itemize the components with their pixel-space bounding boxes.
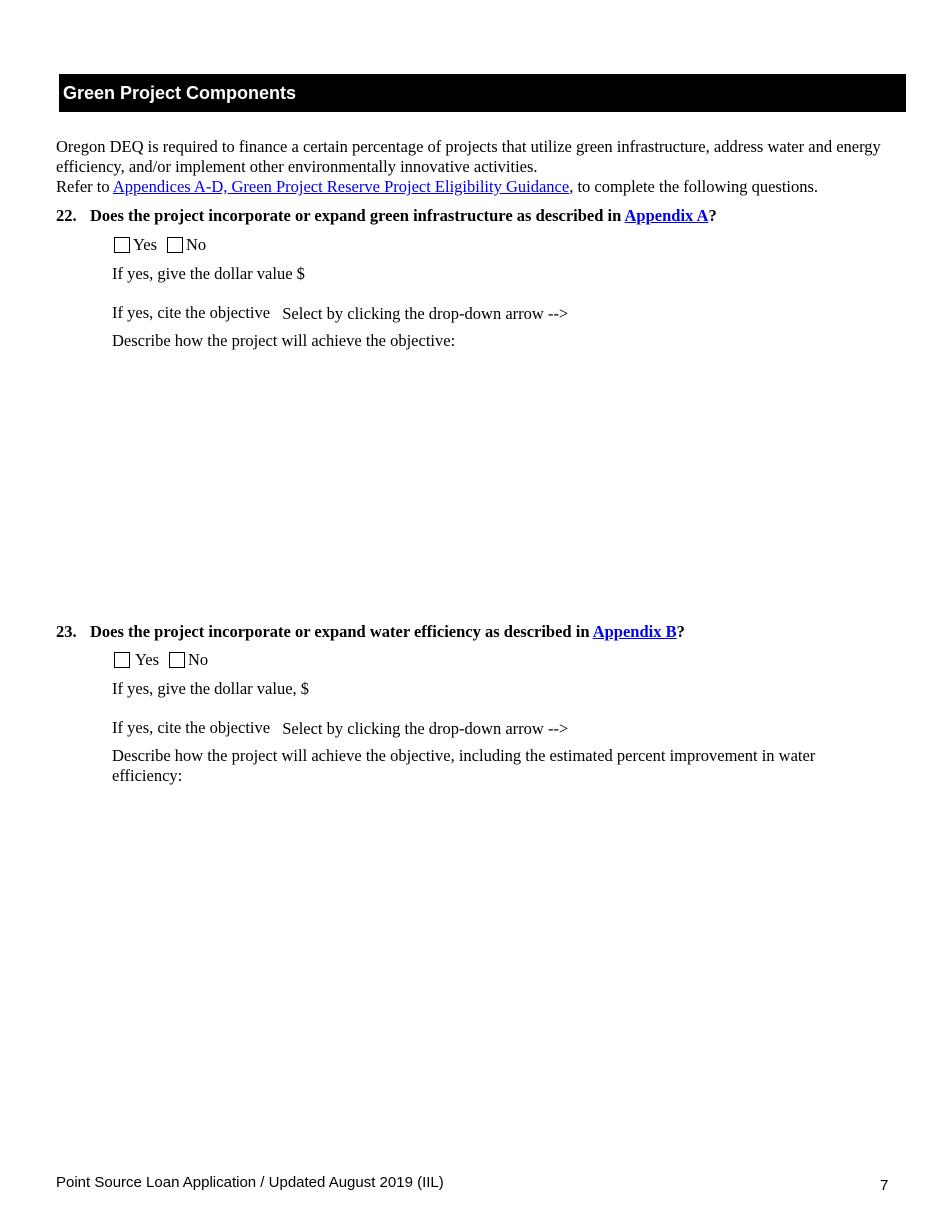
section-title: Green Project Components (63, 83, 297, 103)
q22-no-label: No (186, 235, 207, 254)
q22-no-option[interactable] (167, 235, 206, 255)
refer-prefix: Refer to (56, 177, 113, 196)
q23-yes-option[interactable] (114, 650, 159, 670)
question-number: 23. (56, 622, 77, 641)
q22-no-checkbox[interactable] (167, 237, 183, 253)
question-text: Does the project incorporate or expand green infrastructure as described in (90, 206, 625, 225)
appendix-a-link[interactable]: Appendix A (624, 206, 709, 225)
q23-no-option[interactable] (169, 650, 208, 670)
q22-objective-label: If yes, cite the objective (112, 303, 271, 322)
q22-dollar-field[interactable] (112, 264, 305, 284)
q23-objective-row (112, 718, 568, 738)
page-number: 7 (880, 1177, 889, 1194)
appendix-b-link[interactable]: Appendix B (592, 622, 677, 641)
question-end: ? (676, 622, 685, 641)
q23-yes-checkbox[interactable] (114, 652, 130, 668)
section-header (59, 74, 906, 112)
q22-yes-label: Yes (133, 235, 158, 254)
q22-yes-checkbox[interactable] (114, 237, 130, 253)
q22-describe-label: Describe how the project will achieve the objective: (112, 331, 456, 350)
question-22 (56, 206, 717, 226)
question-number: 22. (56, 206, 77, 225)
question-text: Does the project incorporate or expand water efficiency as described in (90, 622, 593, 641)
q23-dollar-label: If yes, give the dollar value, $ (112, 679, 310, 698)
q23-objective-label: If yes, cite the objective (112, 718, 271, 737)
q23-dollar-field[interactable] (112, 679, 309, 699)
q22-dollar-label: If yes, give the dollar value $ (112, 264, 305, 283)
q23-describe-label: Describe how the project will achieve the objective, including the estimated percent improvement in water efficiency: (112, 746, 816, 785)
intro-paragraph: Oregon DEQ is required to finance a certain percentage of projects that utilize green infrastructure, address water and energy efficiency, and/or implement other environmentally innovative activities. (56, 137, 881, 176)
appendices-link[interactable]: Appendices A-D, Green Project Reserve Project Eligibility Guidance (112, 177, 570, 196)
footer-title: Point Source Loan Application / Updated August 2019 (IIL) (56, 1174, 444, 1191)
q23-describe-field[interactable] (112, 746, 872, 786)
q22-objective-row (112, 303, 568, 323)
question-23 (56, 622, 685, 642)
q23-no-checkbox[interactable] (169, 652, 185, 668)
q23-objective-dropdown[interactable]: Select by clicking the drop-down arrow --> (282, 719, 569, 738)
intro-refer (56, 177, 896, 197)
q23-options (114, 650, 218, 670)
intro-text (56, 137, 896, 197)
q23-yes-label: Yes (135, 650, 160, 669)
q22-options (114, 235, 216, 255)
q22-describe-field[interactable] (112, 331, 872, 351)
refer-suffix: , to complete the following questions. (569, 177, 819, 196)
q22-objective-dropdown[interactable]: Select by clicking the drop-down arrow --> (282, 304, 569, 323)
q22-yes-option[interactable] (114, 235, 157, 255)
question-end: ? (708, 206, 717, 225)
q23-no-label: No (188, 650, 209, 669)
